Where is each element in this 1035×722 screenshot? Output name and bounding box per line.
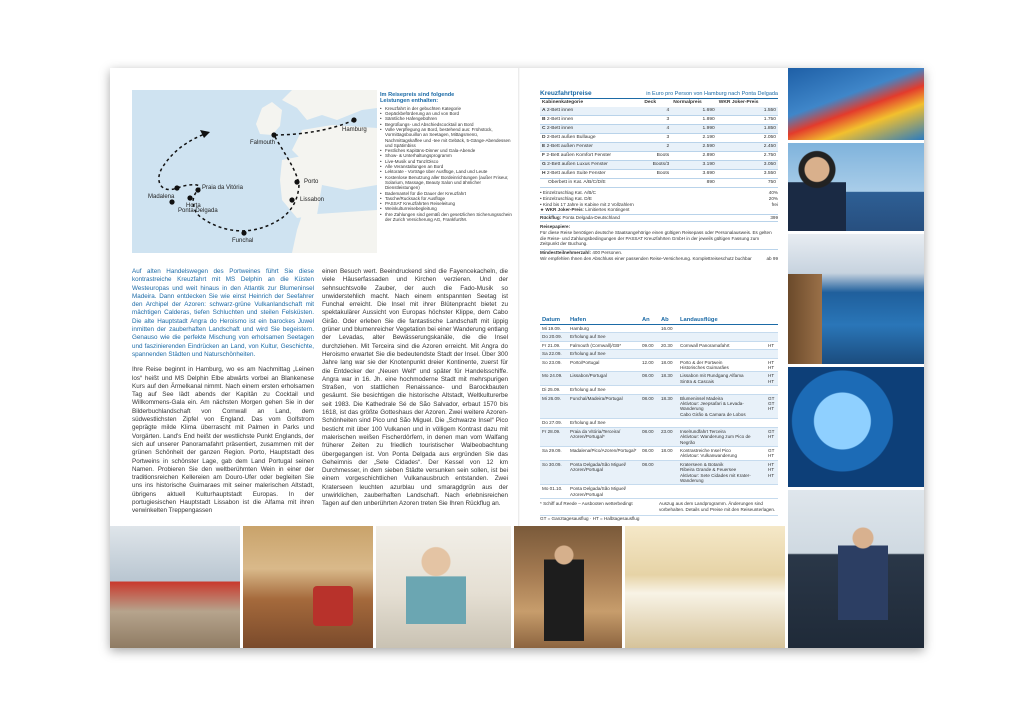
price-deck: Boots bbox=[642, 170, 671, 179]
insurance-text: Wir empfehlen Ihnen den Abschluss einer passenden Reise-Versicherung. Komplettreiseschutz buchbar bbox=[540, 255, 752, 261]
itinerary-row bbox=[540, 485, 778, 499]
body-paragraph: einen Besuch wert. Beeindruckend sind die Fayencekacheln, die viele Häuserfassaden und Kirchen verzieren. Und der sehnsuchtsvolle Zauber, der auch die Fado-Musik so unwiderstehlich macht. Nach einem entspannten Seetag ist Funchal erreicht. Die Insel mit ihrer Blütenpracht bietet zu spektakulärer Aussicht von Europas höchster Klippe, dem Cabo Girão. Oder erleben Sie die fantastische Landschaft mit üppig grüner und blumenreicher Vegetation bei einer Wanderung entlang der Levadas, alter Bewässerungskanäle, die die Insel durchziehen. Mit Terceira sind die Azoren erreicht. Mit Angra do Heroismo erwartet Sie die bedeutendste Stadt der Insel. Über 300 Jahre lang war sie der Knotenpunkt dreier Kontinente, zuerst für die Entdecker der „Neuen Welt“ und später für Handelsschiffe. Angra war in 16. Jh. eine hochmoderne Stadt mit mehrspurigen Straßen, von stattlichen Renaissance- und Barockbauten gesäumt. Sie besichtigen die historische Altstadt, Weltkulturerbe seit 1983. Die Kathedrale Sé de São Salvador, erbaut 1570 bis 1618, ist das größte Gotteshaus der Azoren. Zwei weitere Azoren-Schönheiten sind Pico und São Miguel. Die „Schwarze Insel“ Pico besticht mit über 100 Vulkanen und in völligem Kontrast dazu mit malerischen weißen Fischerdörfern, in denen man vom Walfang früherer Zeiten zu friedlich touristischer Walbeobachtung übergegangen ist. Von Ponta Delgada aus ergründen Sie das Geheimnis der „Sete Cidades“. Der Kessel von 12 km Durchmesser, in dem sieben Städte versunken sein sollen, ist bei einem vorgeschichtlichen Vulkanausbruch entstanden. Zwei Kraterseen leuchten azurblau und smaragdgrün aus der unwirklichen, zauberhaften Landschaft. Nach erlebnisreichen Tagen auf den unberührten Azoren treten Sie Ihren Rückflug an. bbox=[322, 268, 509, 508]
price-desc: 2-Bett außen Fenster bbox=[546, 144, 593, 149]
price-cat: E bbox=[542, 144, 546, 149]
included-item: • Live-Musik und Tanz/Disco bbox=[380, 159, 512, 164]
itinerary-row bbox=[540, 333, 778, 341]
price-header-joker: WKR Joker-Preis bbox=[718, 100, 759, 105]
price-cat: D bbox=[542, 135, 546, 140]
map-label-falmouth: Falmouth bbox=[250, 140, 276, 146]
sched-date: Sa 22.09. bbox=[540, 350, 568, 358]
price-cat: B bbox=[542, 117, 546, 122]
sched-arrive: 08.00 bbox=[640, 427, 659, 446]
itinerary-row bbox=[540, 358, 778, 372]
joker-label: WKR Joker-Preis bbox=[545, 207, 583, 213]
price-desc: 2-Bett außen Bullauge bbox=[546, 135, 596, 140]
extra-value: 40% bbox=[768, 190, 778, 195]
sched-depart: 20.30 bbox=[659, 341, 678, 349]
photo-cabin bbox=[243, 526, 373, 648]
photo-ship-side bbox=[788, 234, 924, 364]
sched-code: GT HT bbox=[766, 427, 778, 446]
sched-header-date: Datum bbox=[540, 316, 568, 325]
sched-excursion bbox=[678, 333, 766, 341]
price-joker: 2.750 bbox=[717, 152, 778, 161]
included-item: • Kostenlose Benutzung aller Bordeinrichtungen (außer Friseur, Solarium, Massage, Beauty Salon und ähnlicher Dienstleistungen) bbox=[380, 175, 512, 191]
sched-depart bbox=[659, 350, 678, 358]
price-normal: 2.890 bbox=[671, 152, 717, 161]
price-desc: 2-Bett innen bbox=[546, 126, 574, 131]
rueckflug-price: 399 bbox=[770, 215, 778, 221]
sched-port: Erholung auf See bbox=[568, 333, 640, 341]
included-item: • Kreuzfahrt in der gebuchten Kategorie bbox=[380, 106, 512, 111]
itinerary-row bbox=[540, 325, 778, 333]
included-item: • Weinkulturreisebegleitung bbox=[380, 206, 512, 211]
itinerary-row bbox=[540, 394, 778, 419]
sched-depart bbox=[659, 386, 678, 394]
itinerary-row bbox=[540, 460, 778, 485]
photo-pool bbox=[788, 367, 924, 487]
photo-binoculars bbox=[788, 143, 924, 231]
sched-excursion: Kraterseen & Botanik Ribeira Grande & Feuersee Aktivtour: Sete Cidades mit Krater-Wanderung bbox=[678, 460, 766, 485]
sched-code bbox=[766, 386, 778, 394]
price-cat: F bbox=[542, 153, 545, 158]
itinerary-row bbox=[540, 372, 778, 386]
included-item: • PASSAT Kreuzfahrten Reiseleitung bbox=[380, 201, 512, 206]
sched-excursion bbox=[678, 419, 766, 427]
price-deck: 4 bbox=[642, 107, 671, 116]
oberbett-label: Oberbett in Kat. A/B/C/D/E bbox=[540, 179, 642, 188]
sched-port: Ponta Delgada/São Miguel/ Azoren/Portugal bbox=[568, 460, 640, 485]
deck-rail bbox=[788, 274, 822, 364]
included-item: • Volle Verpflegung an Bord, bestehend aus: Frühstück, Vormittagsbouillon an Seetagen, Mittagsmenü, Nachmittagskaffee und -tee mit Gebäck, 5-Gänge-Abendessen und Spätimbiss bbox=[380, 127, 512, 148]
route-map bbox=[132, 90, 377, 253]
included-item: • Tasche/Rucksack für Ausflüge bbox=[380, 196, 512, 201]
steward-silhouette bbox=[544, 541, 584, 641]
included-item: • Show- & Unterhaltungsprogramm bbox=[380, 153, 512, 158]
sched-depart bbox=[659, 460, 678, 485]
price-desc: 2-Bett außen Komfort Fenster bbox=[546, 153, 612, 158]
sched-excursion bbox=[678, 350, 766, 358]
extra-value: 20% bbox=[768, 195, 778, 201]
included-item: • Ihre Zahlungen sind gemäß den gesetzlichen Sicherungsschein der Zurich Versicherung AG, Frankfurt/M. bbox=[380, 212, 512, 223]
sched-arrive: 08.00 bbox=[640, 460, 659, 485]
photo-couple-deckchair bbox=[110, 526, 240, 648]
sched-date: Mi 26.09. bbox=[540, 394, 568, 419]
sched-arrive: 08.00 bbox=[640, 394, 659, 419]
price-desc: 2-Bett außen Luxus Fenster bbox=[547, 162, 608, 167]
included-list bbox=[380, 106, 512, 223]
sched-excursion: Porto & der Portwein Historisches Guimarães bbox=[678, 358, 766, 372]
sched-code: HT bbox=[766, 341, 778, 349]
sched-code: HT HT HT bbox=[766, 460, 778, 485]
footnote-program: Auszug aus dem Landprogramm. Änderungen sind vorbehalten. Details und Preise mit den Reiseunterlagen. bbox=[659, 501, 776, 512]
sched-depart bbox=[659, 419, 678, 427]
price-header-normal: Normalpreis bbox=[673, 100, 702, 105]
sched-date: Do 27.09. bbox=[540, 419, 568, 427]
prices-title: Kreuzfahrtpreise bbox=[540, 90, 592, 97]
sched-port: Porto/Portugal bbox=[568, 358, 640, 372]
included-item: • Bademantel für die Dauer der Kreuzfahrt bbox=[380, 191, 512, 196]
sched-date: Di 25.09. bbox=[540, 386, 568, 394]
price-normal: 1.990 bbox=[671, 125, 717, 134]
included-item: • Lektorate - Vorträge über Ausflüge, Land und Leute bbox=[380, 169, 512, 174]
sched-code bbox=[766, 325, 778, 333]
price-deck: Boots/3 bbox=[642, 161, 671, 170]
sched-arrive: 09.00 bbox=[640, 341, 659, 349]
sched-date: Sa 29.09. bbox=[540, 446, 568, 460]
included-heading-2: Leistungen enthalten: bbox=[380, 98, 439, 105]
prices-subtitle: in Euro pro Person von Hamburg nach Ponta Delgada bbox=[646, 91, 778, 97]
papers-text: Für diese Reise benötigen deutsche Staatsangehörige einen gültigen Reisepass oder Personalausweis. Es gelten die Reise- und Zahlungsbedingungen der PASSAT Kreuzfahrten GmbH in der jeweils gültigen Fassung zum Zeitpunkt der Buchung. bbox=[540, 229, 772, 247]
price-row bbox=[540, 107, 778, 116]
sched-excursion: Cornwall Panoramafahrt bbox=[678, 341, 766, 349]
sched-excursion: Lissabon mit Rundgang Alfama Sintra & Cascais bbox=[678, 372, 766, 386]
itinerary-footnotes bbox=[540, 501, 778, 513]
price-joker: 3.050 bbox=[717, 161, 778, 170]
sched-depart: 18.30 bbox=[659, 372, 678, 386]
sched-depart: 16.00 bbox=[659, 325, 678, 333]
itinerary-table bbox=[540, 316, 778, 499]
sched-port: Falmouth (Cornwall)/GB* bbox=[568, 341, 640, 349]
price-normal: 1.690 bbox=[671, 107, 717, 116]
sched-header-excursions: Landausflüge bbox=[678, 316, 766, 325]
photo-flags bbox=[788, 68, 924, 140]
sched-arrive: 08.00 bbox=[640, 372, 659, 386]
included-services bbox=[380, 92, 512, 222]
sched-port: Erholung auf See bbox=[568, 419, 640, 427]
sched-date: Fr 21.09. bbox=[540, 341, 568, 349]
price-row-oberbett bbox=[540, 179, 778, 188]
oberbett-normal: 890 bbox=[671, 179, 717, 188]
price-normal: 2.590 bbox=[671, 143, 717, 152]
sched-date: So 30.09. bbox=[540, 460, 568, 485]
sched-date: So 23.09. bbox=[540, 358, 568, 372]
map-label-lissabon: Lissabon bbox=[300, 197, 325, 203]
map-label-ponta-delgada: Ponta Delgada bbox=[178, 208, 218, 214]
sched-code bbox=[766, 333, 778, 341]
sched-port: Erholung auf See bbox=[568, 386, 640, 394]
price-joker: 3.550 bbox=[717, 170, 778, 179]
insurance-price: ab 99 bbox=[766, 255, 778, 261]
sched-arrive bbox=[640, 485, 659, 499]
sched-port: Praia da Vitória/Terceira/ Azoren/Portugal* bbox=[568, 427, 640, 446]
body-paragraph: Ihre Reise beginnt in Hamburg, wo es am Nachmittag „Leinen los“ heißt und MS Delphin Elbe abwärts vorbei an Blankenese Kurs auf den Ärmelkanal nimmt. Nach einem ersten erholsamen Tag auf See lädt abends der Kapitän zu Cocktail und Willkommens-Gala ein. Am nächsten Morgen gehen Sie in der Bilderbuchlandschaft von Cornwall an Land, dem südwestlichsten Zipfel von England. Das vom Golfstrom geprägte milde Klima überrascht mit Palmen in Parks und Vorgärten. Land's End heißt der westlichste Punkt Englands, der sich auf unserer Panoramafahrt präsentiert, zusammen mit der grünen Schönheit der ganzen Region. Porto, Hauptstadt des Portweins in schönster Lage, gab dem Land Portugal seinen Namen. Probieren Sie den weltberühmten Wein in einer der traditionsreichen Kellereien am Douro-Ufer oder begleiten Sie uns ins historische Guimaraes mit seiner malerischen Altstadt, übrigens aktuell Kulturhauptstadt Europas. In der portugiesischen Hauptstadt Lissabon ist die Alfama mit ihren verwinkelten Treppengassen bbox=[132, 366, 314, 515]
price-joker: 1.750 bbox=[717, 116, 778, 125]
sched-date: Mi 19.09. bbox=[540, 325, 568, 333]
photo-captain-child bbox=[788, 490, 924, 648]
sched-port: Lissabon/Portugal bbox=[568, 372, 640, 386]
sched-code: HT HT bbox=[766, 372, 778, 386]
sched-code: HT HT bbox=[766, 358, 778, 372]
min-text: 400 Personen. bbox=[592, 250, 623, 256]
price-table bbox=[540, 99, 778, 188]
sched-code: GT HT bbox=[766, 446, 778, 460]
price-section bbox=[540, 90, 778, 262]
rueckflug-text: Ponta Delgada-Deutschland bbox=[562, 215, 620, 221]
photo-cards bbox=[376, 526, 511, 648]
included-heading-1: Im Reisepreis sind folgende bbox=[380, 92, 455, 98]
sched-code bbox=[766, 350, 778, 358]
sched-port: Funchal/Madeira/Portugal bbox=[568, 394, 640, 419]
map-label-hamburg: Hamburg bbox=[342, 127, 367, 133]
extra-value: frei bbox=[771, 201, 778, 207]
sched-date: Mo 01.10. bbox=[540, 485, 568, 499]
price-joker: 1.550 bbox=[717, 107, 778, 116]
extra-label: Kind bis 17 Jahre in Kabine mit 2 Vollzahlern bbox=[542, 201, 634, 207]
itinerary-row bbox=[540, 386, 778, 394]
price-cat: G bbox=[542, 162, 546, 167]
price-cat: A bbox=[542, 108, 546, 113]
sched-depart: 23.00 bbox=[659, 427, 678, 446]
price-row bbox=[540, 161, 778, 170]
brochure-spread bbox=[110, 68, 924, 648]
route-map-graphic bbox=[132, 90, 377, 253]
sched-depart: 18.00 bbox=[659, 446, 678, 460]
price-desc: 2-Bett außen Suite Fenster bbox=[546, 171, 606, 176]
price-row bbox=[540, 170, 778, 179]
price-row bbox=[540, 116, 778, 125]
sched-depart: 18.30 bbox=[659, 394, 678, 419]
sched-excursion bbox=[678, 386, 766, 394]
sched-date: Fr 28.09. bbox=[540, 427, 568, 446]
price-normal: 2.190 bbox=[671, 134, 717, 143]
price-deck: 3 bbox=[642, 134, 671, 143]
map-label-funchal: Funchal bbox=[232, 238, 254, 244]
price-deck: 4 bbox=[642, 125, 671, 134]
excursion-legend: GT = Ganztagesausflug · HT = Halbtagesausflug bbox=[540, 515, 778, 522]
joker-text: Limitiertes Kontingent bbox=[585, 207, 630, 213]
sched-arrive bbox=[640, 386, 659, 394]
itinerary-row bbox=[540, 341, 778, 349]
price-normal: 3.690 bbox=[671, 170, 717, 179]
armchair bbox=[313, 586, 353, 626]
itinerary-section bbox=[540, 316, 778, 522]
map-label-praia: Praia da Vitória bbox=[202, 185, 243, 191]
sched-depart: 18.00 bbox=[659, 358, 678, 372]
price-desc: 2-Bett innen bbox=[546, 117, 574, 122]
person-silhouette bbox=[788, 149, 846, 231]
sched-depart bbox=[659, 485, 678, 499]
price-joker: 2.450 bbox=[717, 143, 778, 152]
oberbett-joker: 750 bbox=[717, 179, 778, 188]
sched-date: Do 20.09. bbox=[540, 333, 568, 341]
included-item: • Sämtliche Hafengebühren bbox=[380, 116, 512, 121]
price-row bbox=[540, 125, 778, 134]
included-item: • Alle Veranstaltungen an Bord bbox=[380, 164, 512, 169]
itinerary-row bbox=[540, 427, 778, 446]
price-row bbox=[540, 134, 778, 143]
sched-date: Mo 24.09. bbox=[540, 372, 568, 386]
sched-port: Madalena/Pico/Azoren/Portugal* bbox=[568, 446, 640, 460]
price-deck: 2 bbox=[642, 143, 671, 152]
sched-excursion: Inselrundfahrt Terceira Aktivtour: Wanderung zum Pico de Negrão bbox=[678, 427, 766, 446]
papers-label: Reisepapiere: bbox=[540, 223, 571, 229]
sched-arrive: 12.00 bbox=[640, 358, 659, 372]
footnote-reede: * Schiff auf Reede – Ausbooten wetterbedingt bbox=[540, 501, 633, 507]
price-header-category: Kabinenkategorie bbox=[542, 100, 584, 105]
price-row bbox=[540, 143, 778, 152]
intro-paragraph: Auf alten Handelswegen des Portweines führt Sie diese kontrastreiche Kreuzfahrt mit MS Delphin an die Küsten Westeuropas und weit hinaus in den Atlantik zur Blumeninsel Madeira. Dann entdecken Sie wie einst Heinrich der Seefahrer den Archipel der Azoren: schwarz-grüne Vulkanlandschaft mit mächtigen Calderas, tiefen Schluchten und steilen Felsküsten. Die alte Hauptstadt Angra do Heroismo ist ein barockes Juwel inmitten der zauberhaften Landschaft und wird Sie begeistern. Genauso wie die perfekte Mischung von erholsamen Seetagen und faszinierenden Eindrücken an Land, von Kultur, Geschichte, spannenden Städten und Naturschönheiten. bbox=[132, 268, 314, 358]
sched-header-depart: Ab bbox=[659, 316, 678, 325]
price-deck: 3 bbox=[642, 116, 671, 125]
sched-excursion bbox=[678, 325, 766, 333]
price-header-deck: Deck bbox=[644, 100, 657, 105]
sched-excursion: Kontrastreiche Insel Pico Aktivtour: Vulkanwanderung bbox=[678, 446, 766, 460]
map-label-horta: Horta bbox=[186, 203, 201, 209]
sched-arrive bbox=[640, 325, 659, 333]
price-joker: 1.850 bbox=[717, 125, 778, 134]
sched-arrive bbox=[640, 333, 659, 341]
body-column-1 bbox=[132, 268, 314, 523]
included-item: • Festliches Kapitäns-Dinner und Gala-Abende bbox=[380, 148, 512, 153]
sched-depart bbox=[659, 333, 678, 341]
price-deck: Boots bbox=[642, 152, 671, 161]
price-extras: • Einzelzuschlag Kat. A/B/C 40% • Einzelzuschlag Kat. D/E 20% • Kind bis 17 Jahre in Kabine mit 2 Vollzahlern frei ★ WKR Joker-Preis: Limitiertes Kontingent Rückflug: Ponta Delgada-Deutschland 399 Reisepapiere: Für diese Reise benötigen deutsche Staatsangehörige einen gültigen Reisepass oder Personalausweis. Es gelten die Reise- und Zahlungsbedingungen der PASSAT Kreuzfahrten GmbH in der jeweils gültigen Fassung zum Zeitpunkt der Buchung. Mindestteilnehmerzahl: 400 Personen. Wir empfehlen Ihnen den Abschluss einer passenden Reise-Versicherung. Komplettreiseschutz buchbar ab 99 bbox=[540, 190, 778, 261]
sched-code bbox=[766, 485, 778, 499]
price-row bbox=[540, 152, 778, 161]
sched-code bbox=[766, 419, 778, 427]
photo-steward bbox=[514, 526, 622, 648]
included-item: • Gepäckbeförderung an und von Bord bbox=[380, 111, 512, 116]
price-cat: C bbox=[542, 126, 546, 131]
map-label-porto: Porto bbox=[304, 179, 319, 185]
itinerary-row bbox=[540, 419, 778, 427]
price-cat: H bbox=[542, 171, 546, 176]
rueckflug-label: Rückflug: bbox=[540, 215, 562, 221]
price-normal: 1.890 bbox=[671, 116, 717, 125]
included-item: • Begrüßungs- und Abschiedscocktail an Bord bbox=[380, 122, 512, 127]
sched-port: Hamburg bbox=[568, 325, 640, 333]
body-column-2 bbox=[322, 268, 508, 516]
sched-arrive: 08.00 bbox=[640, 446, 659, 460]
price-normal: 3.190 bbox=[671, 161, 717, 170]
price-desc: 2-Bett innen bbox=[546, 108, 574, 113]
extra-label: Einzelzuschlag Kat. A/B/C bbox=[542, 190, 597, 195]
sched-port: Erholung auf See bbox=[568, 350, 640, 358]
sched-excursion: Blumeninsel Madeira Aktivtour: Jeepsafari & Levada-Wanderung Cabo Girão & Camara de Lobos bbox=[678, 394, 766, 419]
sched-header-arrive: An bbox=[640, 316, 659, 325]
sched-arrive bbox=[640, 350, 659, 358]
itinerary-row bbox=[540, 446, 778, 460]
child-silhouette bbox=[838, 520, 888, 620]
photo-dining-room bbox=[625, 526, 785, 648]
map-label-madalena: Madalena bbox=[148, 194, 175, 200]
sched-header-port: Hafen bbox=[568, 316, 640, 325]
sched-code: GT GT HT bbox=[766, 394, 778, 419]
min-label: Mindestteilnehmerzahl: bbox=[540, 250, 592, 256]
sched-port: Ponta Delgada/São Miguel/ Azoren/Portugal bbox=[568, 485, 640, 499]
woman-silhouette bbox=[406, 544, 466, 624]
extra-label: Einzelzuschlag Kat. D/E bbox=[542, 195, 592, 201]
sched-excursion bbox=[678, 485, 766, 499]
sched-arrive bbox=[640, 419, 659, 427]
itinerary-row bbox=[540, 350, 778, 358]
price-joker: 2.050 bbox=[717, 134, 778, 143]
